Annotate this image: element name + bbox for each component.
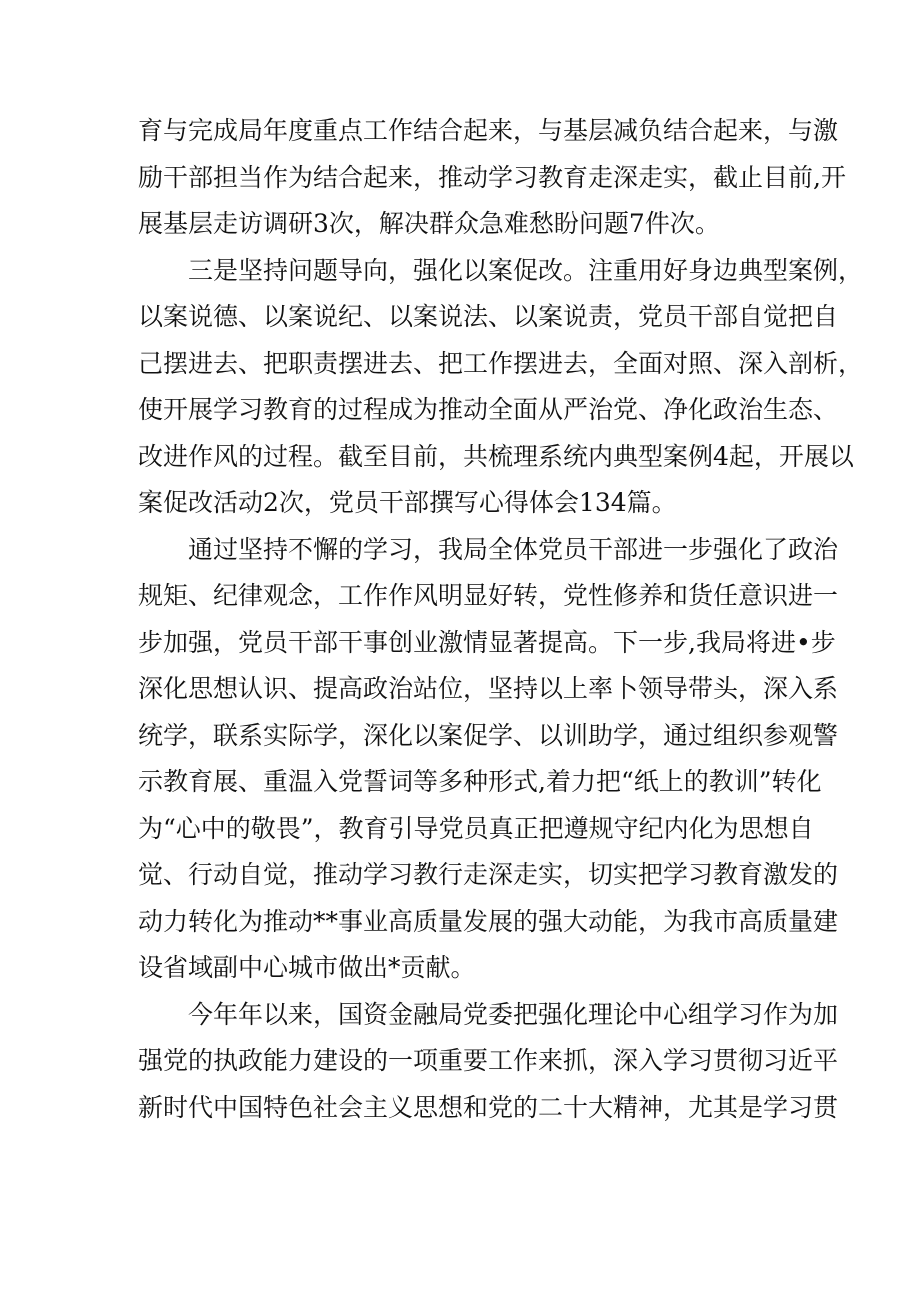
text-line: 觉、行动自觉，推动学习教行走深走实，切实把学习教育激发的 [138, 860, 839, 889]
paragraph-theory-study [138, 992, 839, 1132]
text-line: 统学，联系实际学，深化以案促学、以训助学，通过组织参观警 [138, 720, 839, 750]
text-line: 育与完成局年度重点工作结合起来，与基层减负结合起来，与激 [138, 116, 839, 145]
text-line: 规矩、纪律观念，工作作风明显好转，党性修养和货任意识进一 [138, 581, 839, 610]
text-line: 改进作风的过程。截至目前，共梳理系统内典型案例4起，开展以 [138, 441, 854, 471]
text-line: 示教育展、重温入党誓词等多种形式,着力把“纸上的教训”转化 [138, 767, 822, 796]
text-line: 深化思想认识、提高政治站位，坚持以上率卜领导带头，深入系 [138, 674, 839, 703]
text-line: 强党的执政能力建设的一项重要工作来抓，深入学习贯彻习近平 [138, 1046, 839, 1075]
text-line: 以案说德、以案说纪、以案说法、以案说责，党员干部自觉把自 [138, 302, 839, 331]
text-line: 设省域副中心城市做出*贡献。 [138, 953, 476, 982]
text-line: 为“心中的敬畏”，教育引导党员真正把遵规守纪内化为思想自 [138, 813, 814, 843]
text-line: 新时代中国特色社会主义思想和党的二十大精神，尤其是学习贯 [138, 1092, 839, 1122]
text-line: 动力转化为推动**事业高质量发展的强大动能，为我市高质量建 [138, 906, 839, 936]
text-line: 己摆进去、把职责摆进去、把工作摆进去，全面对照、深入剖析， [138, 348, 864, 378]
paragraph-continuation [138, 108, 846, 248]
paragraph-next-steps [138, 527, 839, 992]
text-line: 今年年以来，国资金融局党委把强化理论中心组学习作为加 [188, 999, 839, 1029]
text-line: 通过坚持不懈的学习，我局全体党员干部进一步强化了政治 [188, 534, 839, 564]
text-line: 三是坚持问题导向，强化以案促改。注重用好身边典型案例， [188, 255, 864, 285]
text-line: 展基层走访调研3次，解决群众急难愁盼问题7件次。 [138, 209, 720, 238]
text-line: 步加强，党员干部干事创业激情显著提高。下一步,我局将进•步 [138, 627, 836, 657]
text-line: 使开展学习教育的过程成为推动全面从严治党、净化政治生态、 [138, 395, 839, 424]
paragraph-case-reform [138, 248, 864, 527]
text-line: 案促改活动2次，党员干部撰写心得体会134篇。 [138, 488, 677, 517]
text-line: 励干部担当作为结合起来，推动学习教育走深走实，截止目前,开 [138, 162, 846, 192]
document-body [138, 108, 864, 1131]
